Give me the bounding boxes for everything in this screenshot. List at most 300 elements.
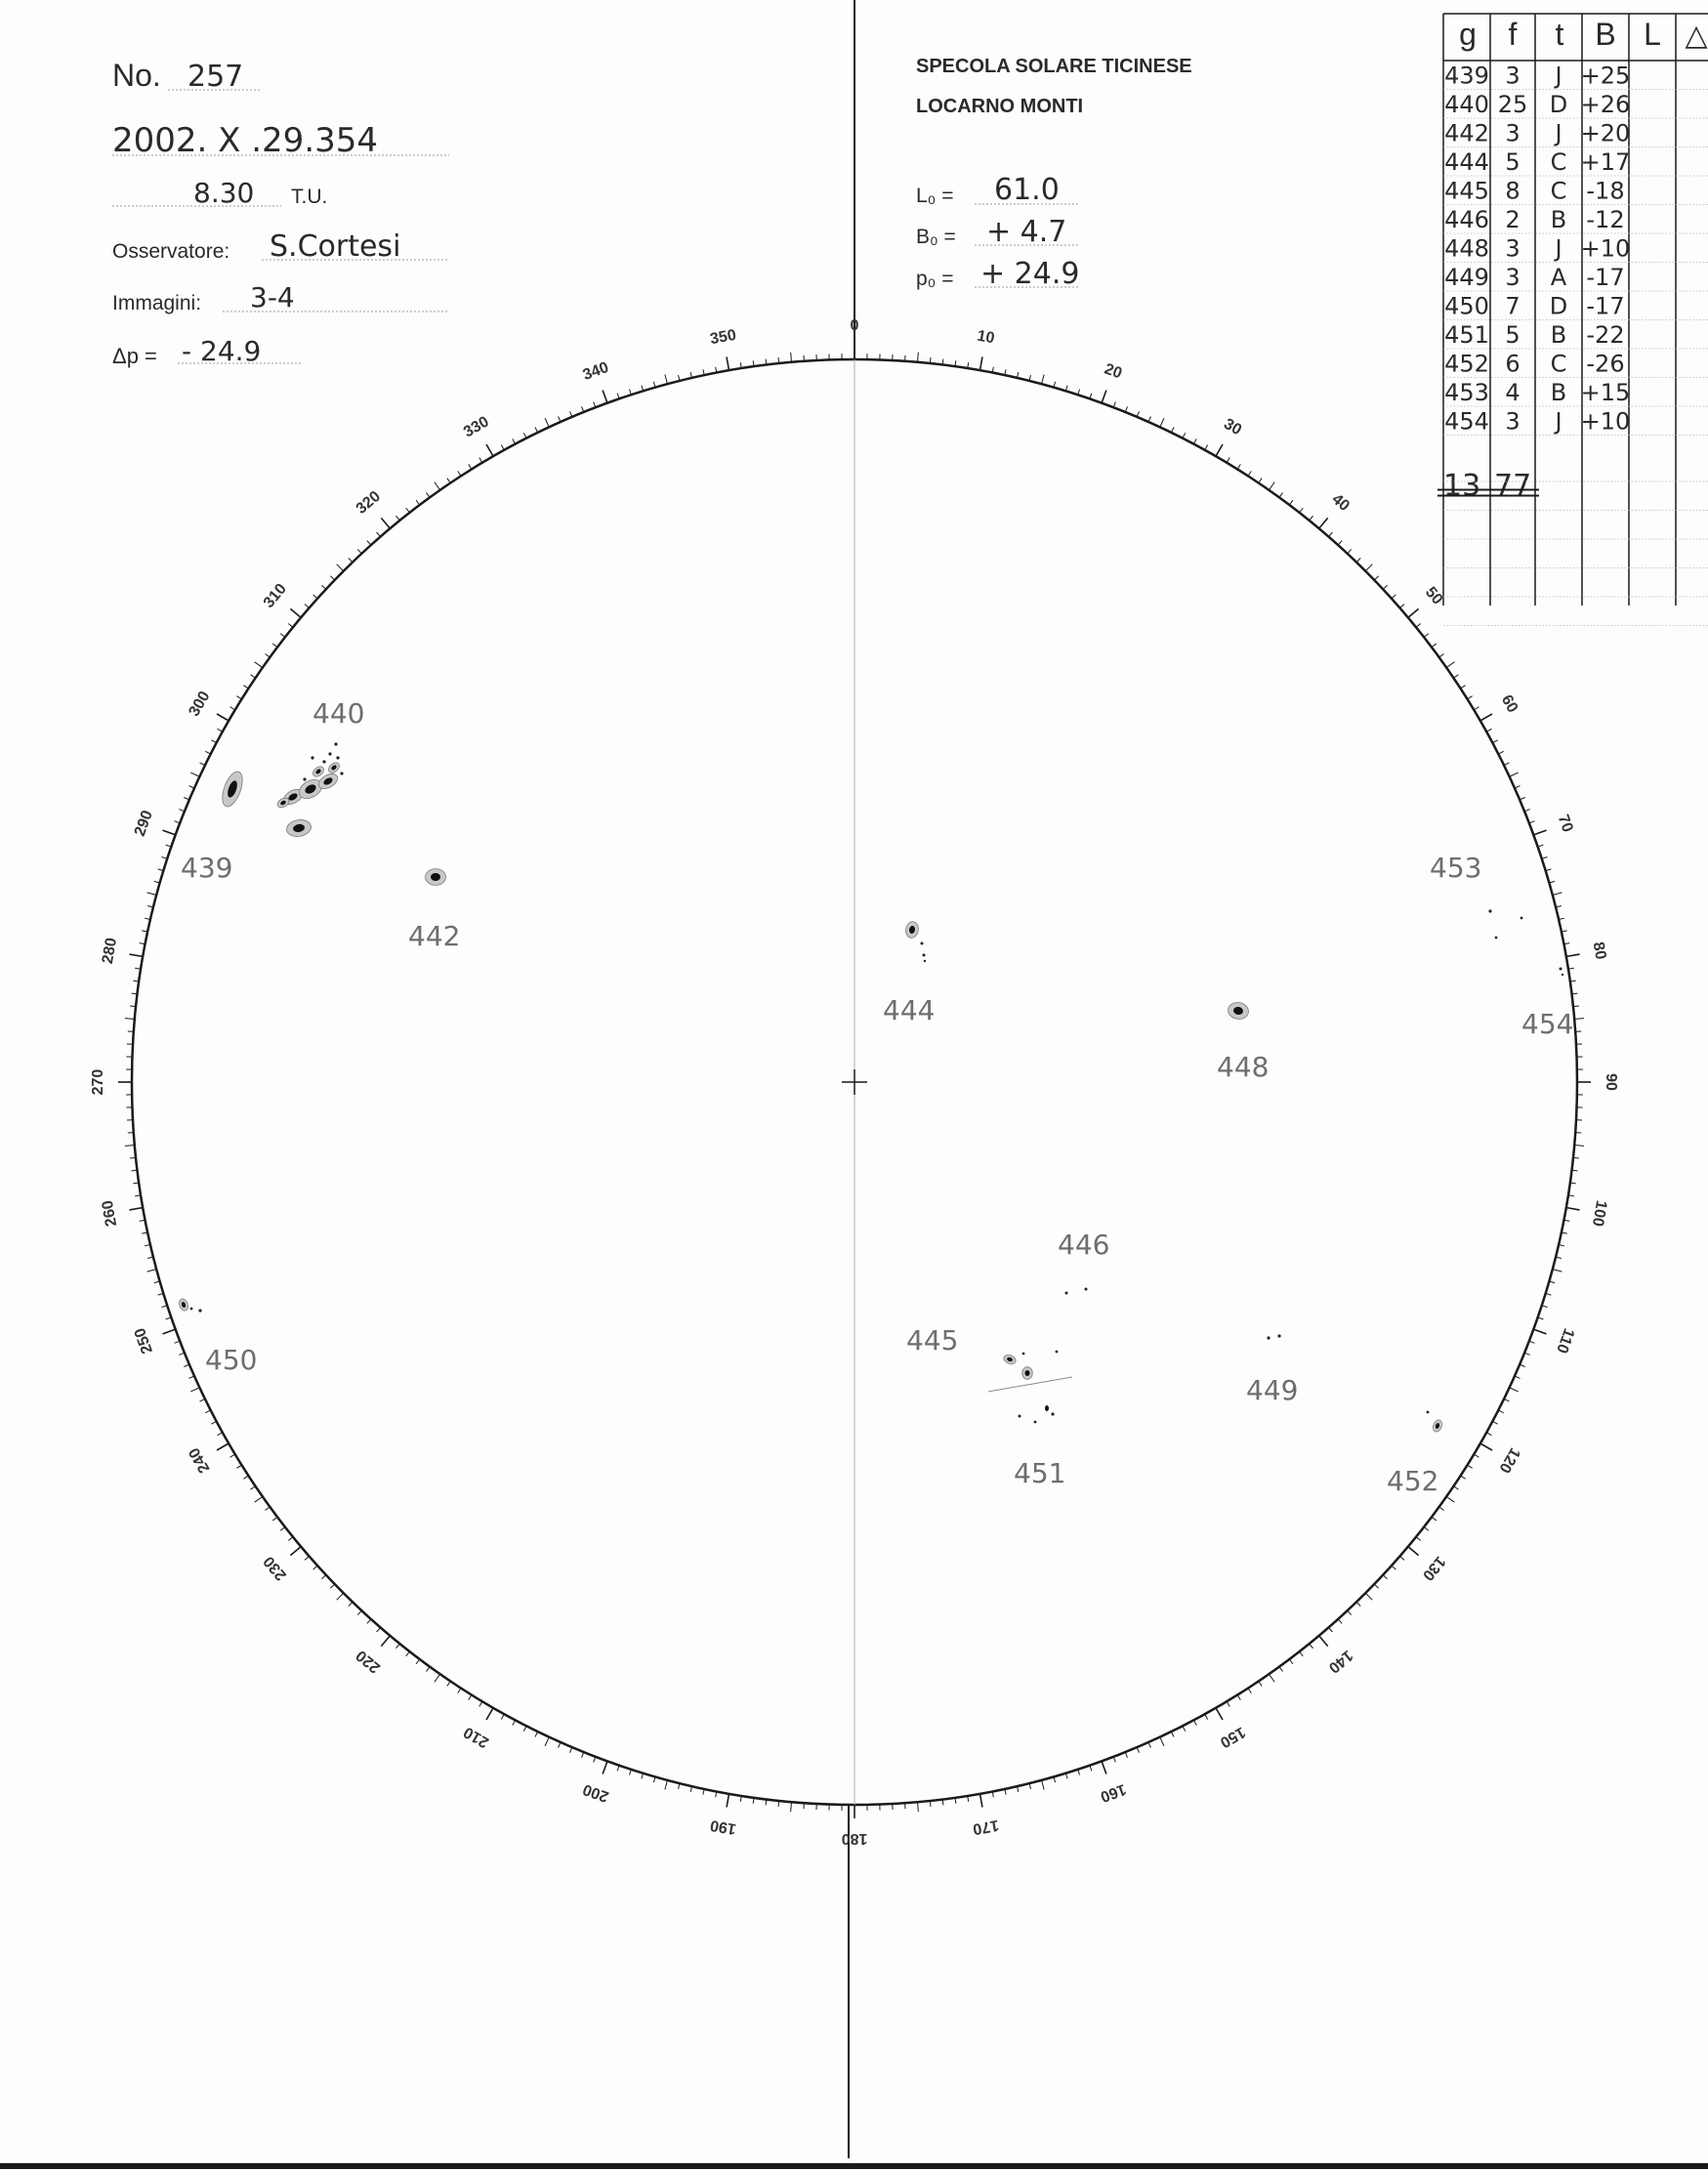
scale-tick [1356,558,1360,562]
scale-tick [1183,433,1186,438]
scale-tick [1328,532,1332,537]
table-cell-g: 439 [1444,62,1489,90]
scale-tick [1453,675,1458,678]
scale-label: 0 [850,317,859,335]
group-440-dot [334,742,337,745]
scale-label: 200 [580,1780,611,1806]
table-cell-t: J [1555,407,1562,436]
images-value: 3-4 [250,281,295,313]
scale-tick [979,1794,981,1808]
scale-tick [1474,1454,1479,1457]
table-cell-B: +10 [1580,234,1631,263]
scale-tick [381,518,390,528]
table-cell-t: B [1550,379,1567,406]
table-cell-B: +25 [1580,62,1631,90]
scale-tick [162,830,175,835]
group-445-dot [1022,1353,1025,1356]
scale-label: 90 [1602,1073,1619,1091]
group-table [1437,14,1708,626]
group-440-dot [336,756,339,759]
scale-tick [435,482,440,490]
scale-tick [330,576,334,580]
scale-tick [396,1644,400,1649]
scale-tick [217,1443,229,1450]
table-cell-t: A [1550,264,1567,291]
group-449-dot [1267,1336,1270,1339]
scale-tick [1432,644,1437,647]
scale-tick [603,1761,607,1774]
scale-label: 320 [353,487,385,518]
scale-tick [377,532,381,537]
group-451-dot [1019,1415,1021,1418]
scale-tick [217,714,229,721]
scale-tick [1183,1726,1186,1731]
scale-tick [255,662,263,668]
scale-tick [125,1145,135,1146]
scale-tick [377,1627,381,1632]
scale-tick [778,357,779,363]
scale-tick [1319,1636,1328,1647]
scale-tick [381,1636,390,1647]
scale-tick [1424,634,1429,638]
scale-tick [1205,1714,1208,1719]
group-label-445: 445 [906,1324,959,1357]
scale-tick [305,1556,310,1560]
scale-tick [130,1157,136,1158]
scale-label: 280 [99,936,121,966]
delta-p-label: Δp = [112,344,157,368]
table-cell-g: 452 [1444,350,1489,378]
table-cell-f: 3 [1505,264,1521,291]
p0-value: + 24.9 [980,257,1080,291]
table-cell-g: 446 [1444,206,1489,233]
scale-label: 350 [708,326,738,349]
scale-tick [1365,564,1372,571]
scale-tick [162,1329,175,1334]
scale-tick [1248,471,1251,476]
scale-label: 140 [1324,1647,1356,1677]
group-label-454: 454 [1521,1008,1574,1040]
group-451-dot [1034,1421,1037,1424]
scale-tick [290,1547,301,1556]
scale-tick [236,1465,241,1468]
delta-p-value: - 24.9 [182,335,262,367]
scale-tick [265,1507,270,1511]
table-cell-f: 6 [1505,350,1521,378]
table-cell-t: B [1550,206,1567,233]
scale-tick [313,1566,317,1569]
scale-tick [199,1399,204,1401]
scale-tick [1374,576,1378,580]
scale-tick [1424,1527,1429,1531]
scale-tick [125,1019,135,1020]
scale-tick [979,356,981,370]
scale-tick [479,458,482,463]
scale-tick [337,1593,344,1600]
group-451-dot [1051,1412,1054,1415]
scale-tick [1504,763,1509,766]
scale-tick [211,740,216,743]
scale-label: 110 [1553,1325,1577,1356]
scale-tick [1416,624,1421,628]
scale-label: 210 [461,1723,492,1751]
table-cell-B: -17 [1586,292,1625,320]
scale-tick [1486,729,1491,731]
scale-tick [236,696,241,699]
table-cell-f: 4 [1505,379,1521,406]
table-cell-t: D [1549,91,1568,118]
scale-tick [1474,707,1479,710]
scale-tick [791,353,792,362]
scale-tick [1248,1689,1251,1693]
scale-tick [1416,1537,1421,1541]
table-cell-B: -26 [1586,350,1625,378]
scale-tick [1193,438,1196,443]
images-label: Immagini: [112,292,202,314]
scale-label: 130 [1419,1552,1449,1584]
table-header-B: B [1595,17,1616,52]
scale-label: 260 [99,1198,121,1229]
table-cell-t: J [1555,62,1562,90]
scale-tick [129,954,143,956]
date-value: 2002. X .29.354 [112,121,379,160]
scale-tick [1279,1667,1283,1672]
scale-tick [1486,1433,1491,1436]
scale-tick [1566,1207,1580,1209]
scale-tick [1566,954,1580,956]
scale-tick [1498,1410,1503,1413]
scale-tick [305,605,310,608]
scale-tick [313,595,317,599]
table-cell-B: +26 [1580,91,1631,118]
scale-tick [265,654,270,658]
scale-tick [1237,1695,1240,1700]
scale-tick [321,585,325,589]
scale-tick [1468,1465,1473,1468]
solar-disc [90,0,1619,2158]
scale-tick [1205,445,1208,450]
scale-tick [337,564,344,571]
scale-tick [1408,608,1419,617]
table-cell-t: C [1550,350,1567,378]
scale-label: 40 [1328,490,1353,516]
scale-tick [1356,1602,1360,1606]
scale-tick [545,1737,549,1746]
group-440-dot [340,772,343,774]
scale-tick [665,375,668,385]
table-cell-B: +17 [1580,148,1631,176]
table-header-g: g [1459,17,1477,52]
scale-tick [243,1476,248,1479]
scale-tick [486,1708,493,1720]
b0-label: B₀ = [916,226,956,248]
scale-tick [416,1659,420,1664]
table-cell-B: -22 [1586,321,1625,349]
group-445-dot [1056,1351,1059,1354]
scale-tick [447,1681,450,1686]
group-453-dot [1488,909,1491,912]
scale-tick [513,438,516,443]
scale-tick [1310,1644,1313,1649]
scale-tick [129,1207,143,1209]
scale-tick [917,353,918,362]
scale-tick [218,1433,223,1436]
group-451-spot-umbra [1045,1405,1049,1411]
scale-tick [1573,1006,1579,1007]
scale-tick [1574,1145,1584,1146]
scale-tick [1102,1761,1106,1774]
scale-tick [1269,482,1274,490]
table-cell-t: D [1549,292,1568,320]
group-label-449: 449 [1246,1374,1299,1406]
group-450-dot [190,1308,193,1311]
scale-tick [501,1714,504,1719]
table-cell-t: B [1550,321,1567,349]
scale-tick [535,427,538,432]
group-446-dot [1085,1288,1088,1291]
scale-tick [349,558,353,562]
scale-tick [1399,605,1404,608]
scale-label: 20 [1102,360,1125,383]
table-cell-B: +15 [1580,379,1631,406]
group-440-dot [328,752,331,755]
header-block [112,58,449,368]
scale-tick [416,500,420,505]
table-cell-g: 449 [1444,264,1489,291]
scale-tick [1439,1507,1444,1511]
scale-tick [1574,1019,1584,1020]
scale-label: 180 [841,1829,868,1847]
scale-tick [199,763,204,766]
scale-label: 10 [976,327,996,348]
group-452-dot [1427,1411,1430,1414]
scale-tick [1432,1517,1437,1521]
scale-tick [727,1794,729,1808]
scale-tick [147,1270,157,1273]
scale-tick [230,1454,235,1457]
scale-tick [190,772,199,776]
scale-tick [205,751,210,754]
scale-tick [255,1496,263,1502]
table-total-g: 13 [1443,469,1481,503]
scale-tick [1392,595,1396,599]
scale-tick [272,644,277,647]
scale-label: 300 [186,689,214,720]
group-450-dot [198,1309,201,1312]
scale-label: 290 [131,808,156,839]
scale-label: 150 [1217,1723,1248,1751]
group-label-450: 450 [205,1344,258,1376]
l0-value: 61.0 [994,173,1060,207]
number-label: No. [112,58,161,93]
sunspot-groups [178,742,1563,1433]
scale-tick [280,634,285,638]
table-cell-g: 450 [1444,292,1489,320]
scale-label: 80 [1589,940,1609,961]
group-label-451: 451 [1014,1457,1066,1489]
institution-line1: SPECOLA SOLARE TICINESE [916,56,1192,77]
scale-tick [406,508,410,513]
scale-tick [1338,1619,1342,1623]
time-unit: T.U. [291,186,328,208]
table-cell-g: 440 [1444,91,1489,118]
scale-tick [930,357,931,363]
table-cell-B: -17 [1586,264,1625,291]
scale-tick [130,1006,136,1007]
scale-tick [1160,1737,1164,1746]
scale-label: 310 [260,580,290,612]
scale-tick [1480,714,1492,721]
scale-tick [447,479,450,483]
table-cell-f: 3 [1505,407,1521,436]
scale-label: 50 [1421,584,1446,608]
scale-tick [1383,585,1387,589]
institution-line2: LOCARNO MONTI [916,96,1084,117]
scale-tick [1338,541,1342,545]
scale-label: 330 [461,413,492,441]
group-label-444: 444 [883,994,936,1026]
scale-tick [1348,1610,1352,1614]
scale-tick [1216,444,1223,456]
table-cell-g: 454 [1444,407,1489,436]
scale-tick [147,893,157,896]
p0-label: p₀ = [916,268,954,290]
scale-tick [501,445,504,450]
table-header-L: L [1644,17,1661,52]
table-total-f: 77 [1494,469,1532,503]
group-label-440: 440 [312,697,365,730]
scale-tick [1461,686,1466,689]
table-header-t: t [1555,17,1564,52]
scale-tick [357,1610,361,1614]
table-cell-B: -12 [1586,206,1625,233]
group-445-spot-umbra [1025,1370,1030,1376]
scale-tick [1461,1476,1466,1479]
scale-tick [1510,1388,1519,1392]
scale-tick [396,516,400,521]
scale-tick [190,1388,199,1392]
group-440-dot [303,777,306,780]
table-cell-B: +20 [1580,119,1631,147]
group-454-dot [1562,974,1563,976]
scale-tick [1310,516,1313,521]
table-cell-f: 3 [1505,234,1521,263]
scale-tick [290,608,301,617]
table-cell-f: 3 [1505,119,1521,147]
table-cell-g: 451 [1444,321,1489,349]
table-cell-f: 25 [1497,91,1528,118]
table-cell-f: 5 [1505,321,1521,349]
scale-tick [251,1486,256,1489]
scale-label: 100 [1588,1198,1610,1229]
scale-tick [357,549,361,553]
scale-tick [1480,1443,1492,1450]
group-labels [181,697,1573,1497]
scale-tick [1446,1496,1454,1502]
observer-label: Osservatore: [112,240,230,263]
scale-tick [917,1802,918,1812]
scale-label: 190 [708,1816,738,1838]
scale-tick [1319,518,1328,528]
scale-label: 30 [1221,415,1245,439]
scale-tick [243,686,248,689]
scale-tick [930,1801,931,1807]
scale-tick [1510,772,1519,776]
scale-tick [1289,1659,1293,1664]
institution-block [916,56,1192,291]
scale-tick [406,1651,410,1656]
scale-tick [469,1695,472,1700]
scale-tick [523,433,526,438]
group-label-446: 446 [1058,1229,1110,1261]
scale-tick [218,729,223,731]
scale-tick [205,1410,210,1413]
scale-tick [1227,1701,1229,1706]
scale-tick [1348,549,1352,553]
table-cell-g: 453 [1444,379,1489,406]
scale-tick [251,675,256,678]
group-454-dot [1560,968,1562,971]
scale-tick [1533,1329,1546,1334]
scale-tick [367,1619,371,1623]
scale-tick [1042,375,1045,385]
group-label-442: 442 [408,920,461,952]
group-442-spot-umbra [431,873,440,881]
scale-tick [535,1732,538,1736]
scale-label: 170 [971,1816,1001,1838]
group-440-dot [322,760,325,763]
scale-label: 270 [90,1068,107,1096]
scale-tick [349,1602,353,1606]
scale-tick [1573,1157,1579,1158]
scale-tick [1439,654,1444,658]
scale-tick [513,1720,516,1725]
table-cell-t: C [1550,148,1567,176]
scale-tick [1504,1399,1509,1401]
scale-tick [1160,418,1164,427]
scale-label: 120 [1495,1444,1523,1476]
table-header-delta: △ [1685,20,1708,52]
group-453-dot [1521,917,1523,920]
scale-tick [288,624,293,628]
table-cell-g: 442 [1444,119,1489,147]
scale-tick [367,541,371,545]
time-value: 8.30 [193,177,255,209]
scale-tick [1042,1780,1045,1790]
table-cell-f: 2 [1505,206,1521,233]
scale-tick [1259,479,1262,483]
scale-tick [1216,1708,1223,1720]
scale-label: 220 [353,1647,385,1677]
scale-tick [545,418,549,427]
group-440-dot [311,756,313,759]
scale-tick [1227,458,1229,463]
group-444-dot [923,954,926,957]
scale-tick [1300,1651,1304,1656]
scale-tick [321,1575,325,1579]
scale-label: 160 [1098,1780,1129,1806]
scale-label: 60 [1497,691,1521,716]
scale-tick [230,707,235,710]
table-cell-B: -18 [1586,177,1625,205]
scale-label: 340 [580,358,611,384]
scale-tick [1259,1681,1262,1686]
group-449-dot [1277,1334,1280,1337]
scale-tick [1533,830,1546,835]
scale-tick [1328,1627,1332,1632]
scale-tick [1446,662,1454,668]
scale-tick [778,1801,779,1807]
